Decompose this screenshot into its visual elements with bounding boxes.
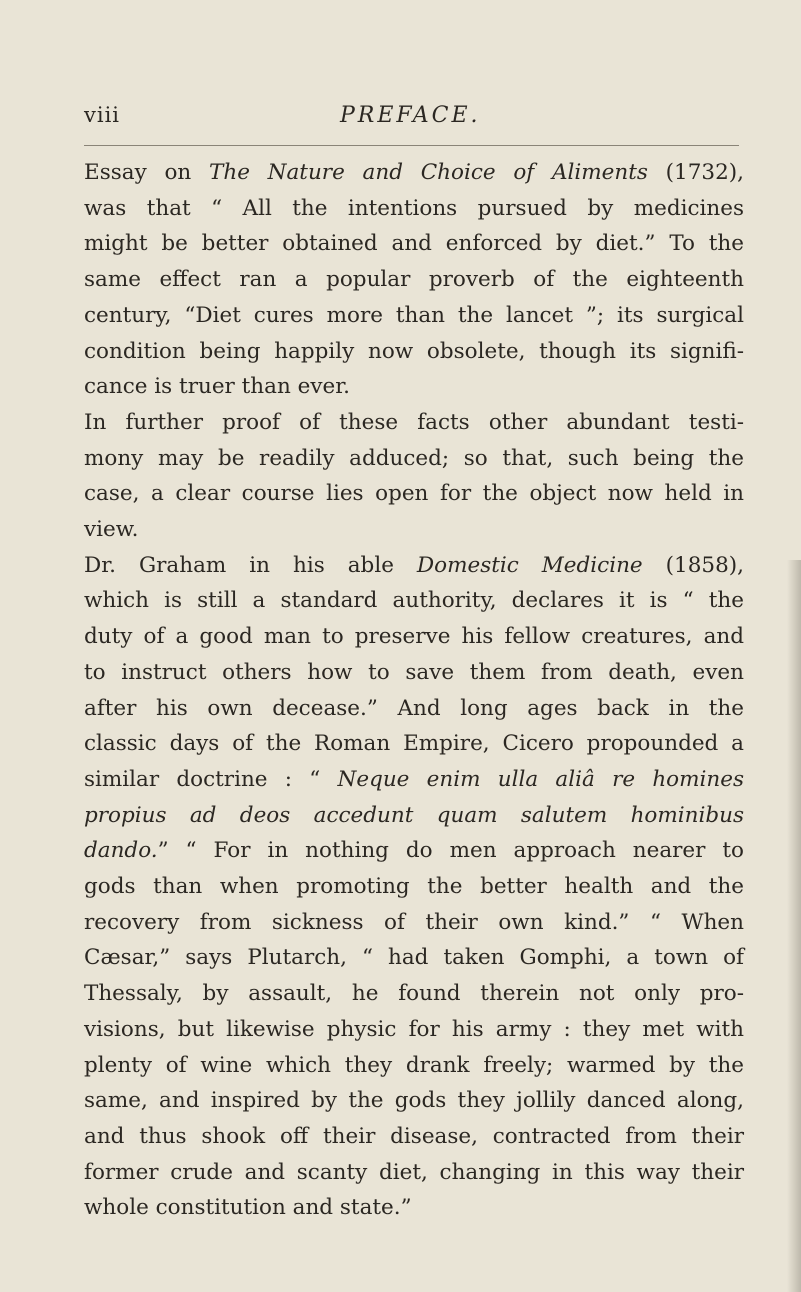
text-line bbox=[84, 155, 744, 191]
text-line bbox=[84, 191, 744, 227]
italic-text: Domestic Medicine bbox=[416, 552, 643, 578]
text-segment: gods than when promoting the better health and the bbox=[84, 874, 744, 900]
text-line bbox=[84, 619, 744, 655]
text-segment: mony may be readily adduced; so that, such being the bbox=[84, 445, 744, 471]
text-line bbox=[84, 298, 744, 334]
text-line bbox=[84, 334, 744, 370]
text-segment: Essay on bbox=[84, 160, 210, 185]
page-header bbox=[84, 103, 741, 133]
text-segment: ” “ For in nothing do men approach nearer to bbox=[157, 838, 744, 864]
text-segment: duty of a good man to preserve his fellow creatures, and bbox=[84, 624, 744, 650]
text-segment: similar doctrine : “ bbox=[84, 766, 338, 792]
text-segment: (1732), bbox=[647, 160, 744, 185]
text-segment: might be better obtained and enforced by diet.” To the bbox=[84, 231, 744, 257]
text-line bbox=[84, 1083, 744, 1119]
text-line bbox=[84, 1155, 744, 1191]
text-line bbox=[84, 1012, 744, 1048]
text-segment: to instruct others how to save them from death, even bbox=[84, 659, 744, 685]
text-segment: same effect ran a popular proverb of the eighteenth bbox=[84, 267, 744, 293]
text-segment: Thessaly, by assault, he found therein not only pro- bbox=[84, 981, 744, 1007]
text-segment: same, and inspired by the gods they jollily danced along, bbox=[84, 1088, 744, 1114]
preface-text bbox=[84, 155, 744, 1226]
text-line bbox=[84, 226, 744, 262]
text-segment: In further proof of these facts other abundant testi- bbox=[84, 409, 744, 435]
text-line bbox=[84, 476, 744, 512]
text-line bbox=[84, 905, 744, 941]
header-rule bbox=[84, 145, 739, 146]
text-segment: was that “ All the intentions pursued by medicines bbox=[84, 195, 744, 221]
text-segment: visions, but likewise physic for his army : they met with bbox=[84, 1016, 744, 1042]
text-segment: case, a clear course lies open for the object now held in bbox=[84, 481, 744, 507]
text-segment: century, “Diet cures more than the lancet ”; its surgical bbox=[84, 302, 744, 328]
text-line bbox=[84, 405, 744, 441]
text-line bbox=[84, 833, 744, 869]
text-segment: cance is truer than ever. bbox=[84, 374, 350, 400]
text-line bbox=[84, 1048, 744, 1084]
text-line bbox=[84, 655, 744, 691]
text-segment: Cæsar,” says Plutarch, “ had taken Gomphi, a town of bbox=[84, 945, 744, 971]
text-line bbox=[84, 262, 744, 298]
running-head: PREFACE. bbox=[340, 103, 481, 128]
text-line bbox=[84, 548, 744, 584]
text-line bbox=[84, 441, 744, 477]
text-segment: former crude and scanty diet, changing in this way their bbox=[84, 1159, 744, 1185]
text-segment: view. bbox=[84, 517, 139, 543]
text-segment: after his own decease.” And long ages back in the bbox=[84, 695, 744, 721]
text-line bbox=[84, 762, 744, 798]
text-segment: plenty of wine which they drank freely; warmed by the bbox=[84, 1052, 744, 1078]
text-segment: and thus shook off their disease, contracted from their bbox=[84, 1123, 744, 1149]
page-number: viii bbox=[84, 103, 121, 127]
italic-text: propius ad deos accedunt quam salutem hominibus bbox=[84, 802, 744, 828]
text-line bbox=[84, 512, 744, 548]
text-line bbox=[84, 869, 744, 905]
text-line bbox=[84, 1190, 744, 1226]
text-segment: classic days of the Roman Empire, Cicero propounded a bbox=[84, 731, 744, 757]
text-line bbox=[84, 691, 744, 727]
text-line bbox=[84, 976, 744, 1012]
text-line bbox=[84, 726, 744, 762]
text-line bbox=[84, 940, 744, 976]
text-line bbox=[84, 583, 744, 619]
text-line bbox=[84, 1119, 744, 1155]
text-line bbox=[84, 369, 744, 405]
text-segment: which is still a standard authority, declares it is “ the bbox=[84, 588, 744, 614]
italic-text: Neque enim ulla aliâ re homines bbox=[337, 766, 744, 792]
text-segment: whole constitution and state.” bbox=[84, 1195, 412, 1221]
text-segment: condition being happily now obsolete, though its signifi- bbox=[84, 338, 744, 364]
text-segment: (1858), bbox=[642, 552, 744, 578]
page-edge-shadow bbox=[787, 560, 801, 1292]
italic-text: The Nature and Choice of Aliments bbox=[209, 160, 648, 185]
text-segment: Dr. Graham in his able bbox=[84, 552, 417, 578]
italic-text: dando. bbox=[84, 838, 158, 864]
text-line bbox=[84, 798, 744, 834]
text-segment: recovery from sickness of their own kind.” “ When bbox=[84, 909, 744, 935]
